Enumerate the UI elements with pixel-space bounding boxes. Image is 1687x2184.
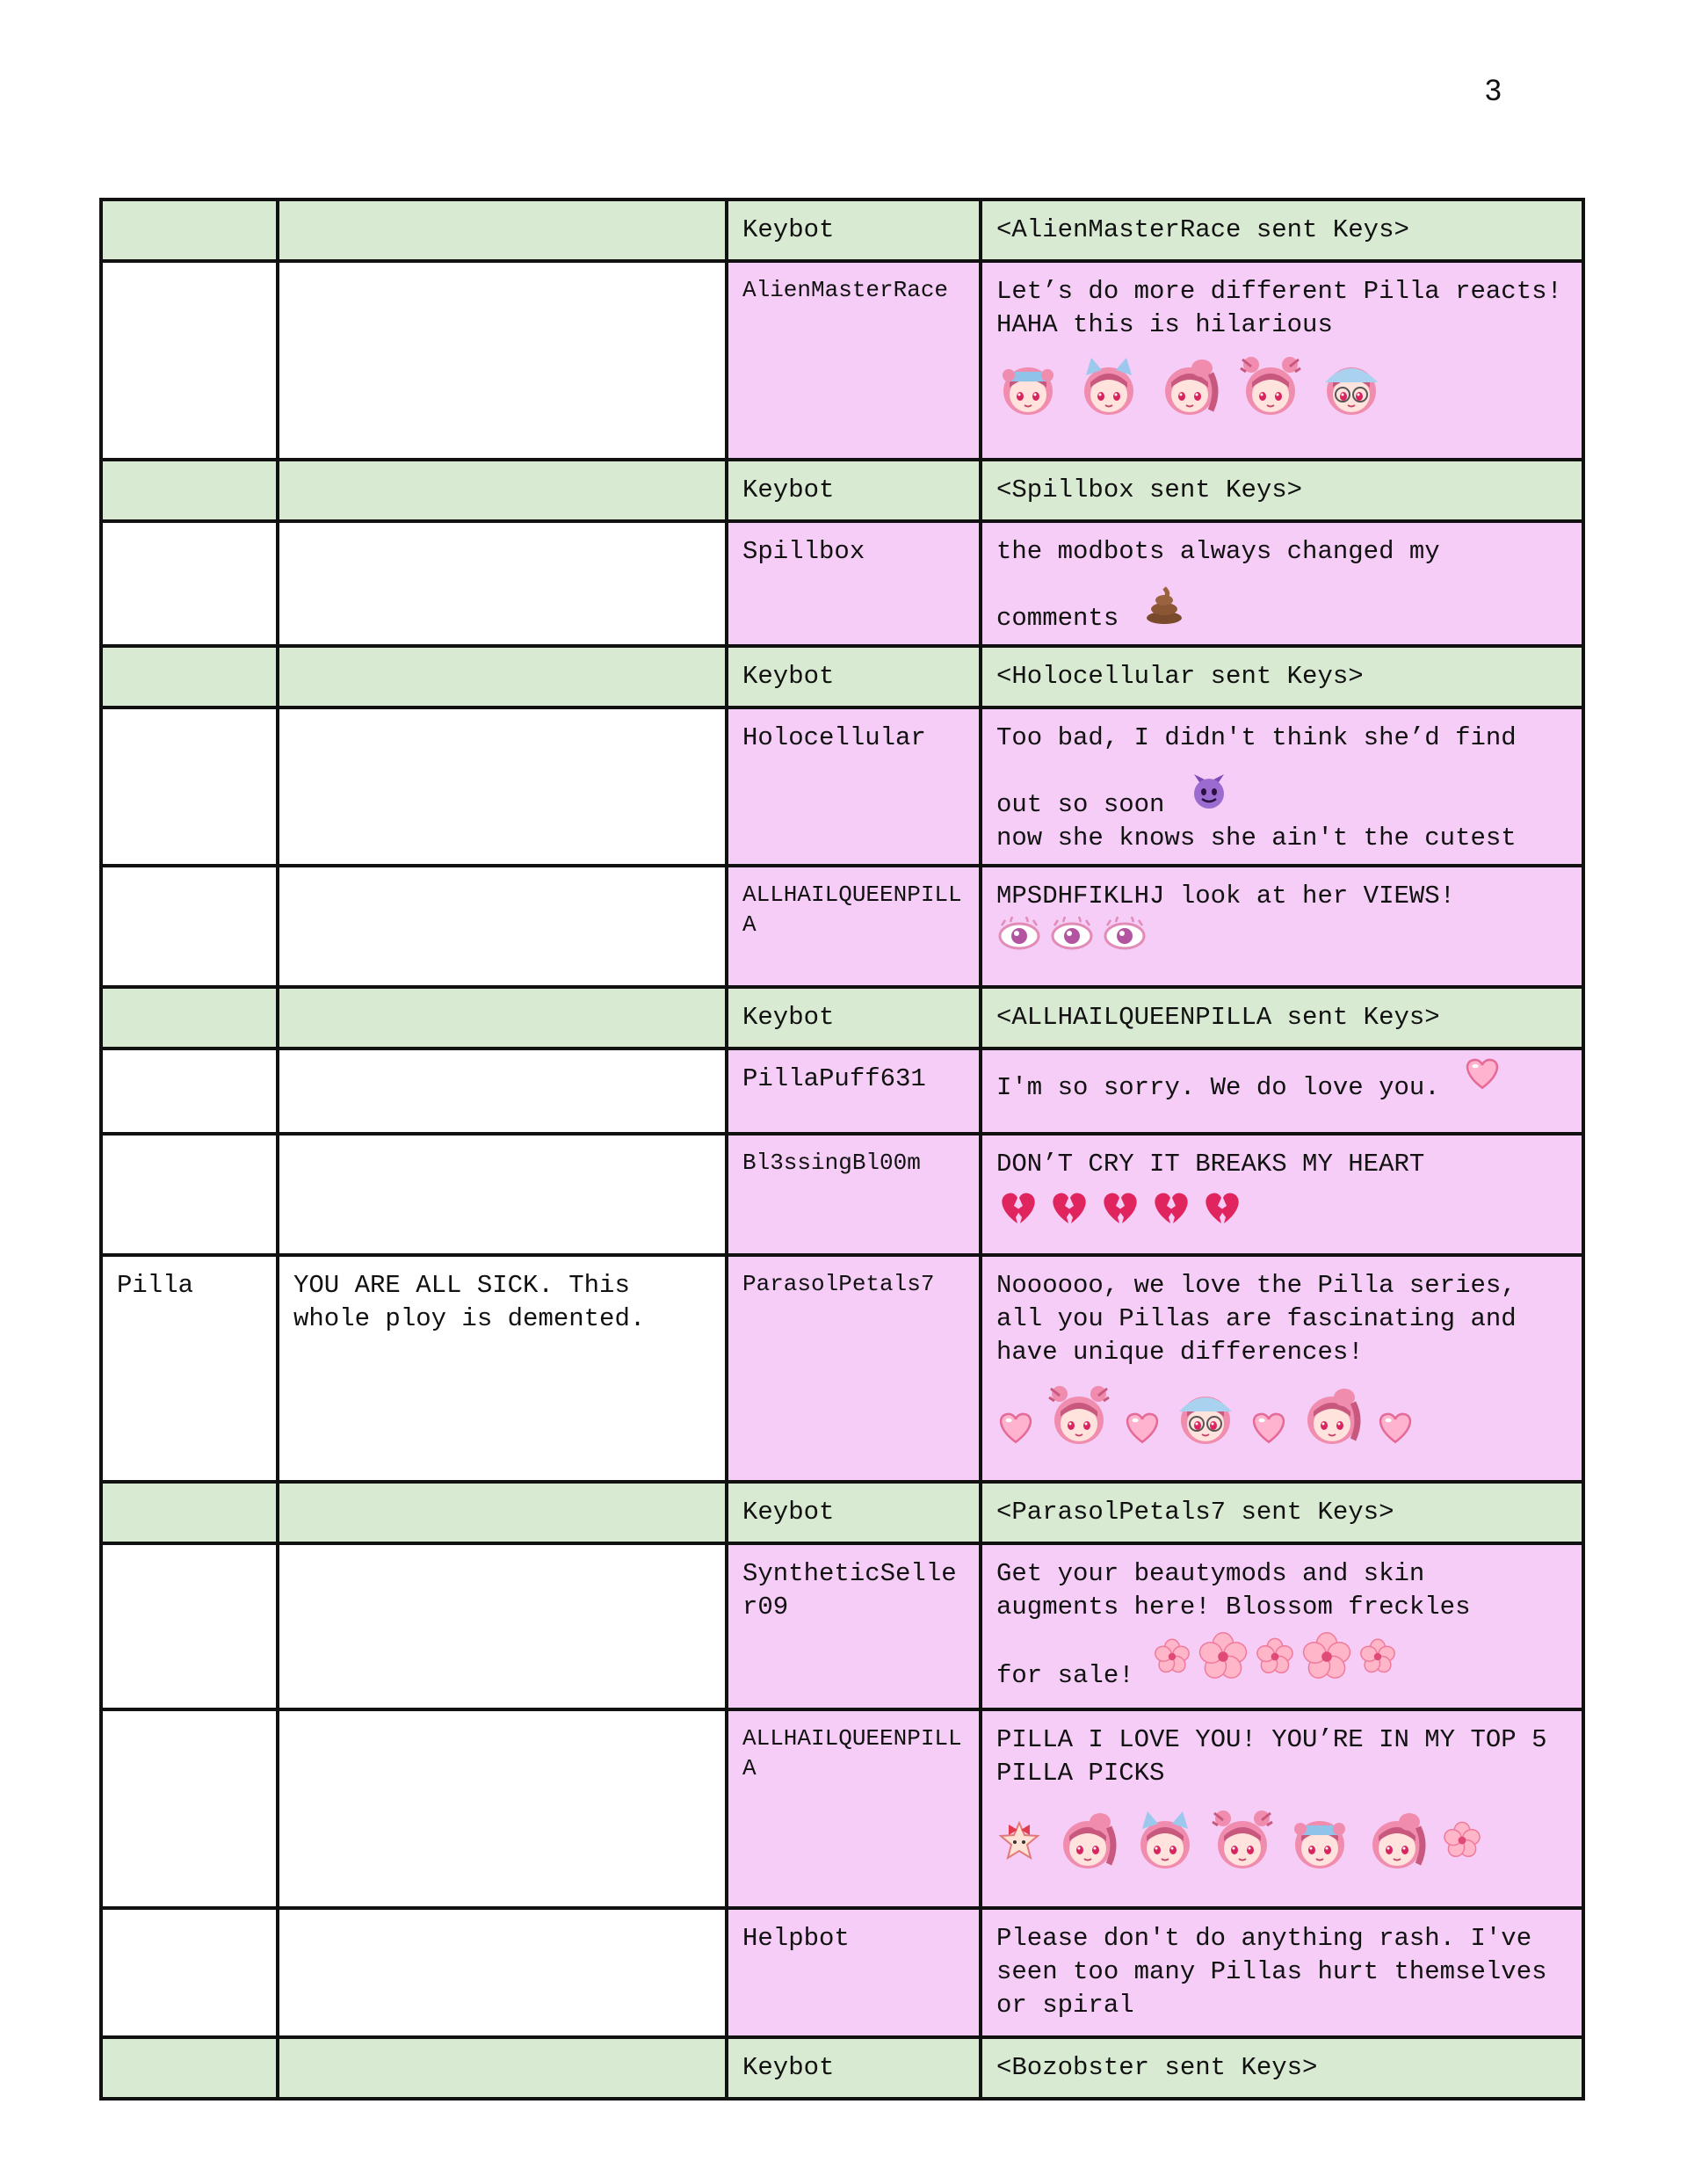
message-text: Noooooo, we love the Pilla series, all you Pillas are fascinating and have unique differences!: [996, 1271, 1517, 1367]
message-cell: [981, 261, 1583, 460]
message-line: out so soon: [996, 790, 1165, 819]
emoji-strip: [996, 1188, 1568, 1237]
message-cell: <Bozobster sent Keys>: [981, 2037, 1583, 2099]
chat-row: [101, 866, 1583, 987]
username-cell: AlienMasterRace: [727, 261, 981, 460]
speaker-cell: [101, 707, 278, 866]
message-line: Get your beautymods and skin: [996, 1559, 1425, 1588]
dialogue-cell: [278, 521, 727, 646]
heart-icon: [996, 1408, 1035, 1457]
blossom-icon: [1359, 1638, 1396, 1686]
dialogue-cell: [278, 1048, 727, 1134]
blossom-icon: [1256, 1637, 1294, 1687]
dialogue-cell: [278, 200, 727, 261]
speaker-cell: [101, 1908, 278, 2037]
bow-star-icon: [996, 1818, 1042, 1874]
chat-row: [101, 261, 1583, 460]
emoji-strip: [996, 917, 1568, 962]
username-cell: Spillbox: [727, 521, 981, 646]
dialogue-cell: [278, 707, 727, 866]
username-line: SyntheticSeller09: [742, 1559, 957, 1622]
message-cell: <ParasolPetals7 sent Keys>: [981, 1482, 1583, 1543]
pilla-catears-face-icon: [1133, 1810, 1197, 1882]
message-text: I'm so sorry. We do love you.: [996, 1073, 1440, 1102]
dialogue-cell: [278, 646, 727, 707]
system-row: [101, 200, 1583, 261]
heart-icon: [1123, 1408, 1162, 1457]
broken-heart-icon: [1047, 1188, 1090, 1237]
devil-icon: [1189, 771, 1229, 822]
username-cell: Keybot: [727, 2037, 981, 2099]
chat-row: [101, 707, 1583, 866]
heart-icon: [1249, 1408, 1288, 1457]
message-cell: [981, 866, 1583, 987]
message-cell: [981, 521, 1583, 646]
message-text: MPSDHFIKLHJ look at her VIEWS!: [996, 882, 1456, 911]
speaker-cell: [101, 1134, 278, 1255]
dialogue-cell: [278, 1709, 727, 1908]
message-line: now she knows she ain't the cutest: [996, 824, 1517, 853]
message-cell: Please don't do anything rash. I've seen too many Pillas hurt themselves or spiral: [981, 1908, 1583, 2037]
pilla-glasses-face-icon: [1320, 356, 1383, 428]
eye-icon: [1102, 917, 1148, 962]
system-row: [101, 646, 1583, 707]
username-cell: Bl3ssingBl00m: [727, 1134, 981, 1255]
script-table: [99, 198, 1585, 2101]
emoji-strip: [996, 1385, 1568, 1457]
pilla-ponytail-face-icon: [1300, 1385, 1364, 1457]
message-cell: [981, 1048, 1583, 1134]
pilla-buns-face-icon: [1239, 356, 1302, 428]
speaker-cell: [101, 200, 278, 261]
page-number: 3: [1485, 74, 1502, 107]
dialogue-cell: [278, 987, 727, 1048]
dialogue-cell: YOU ARE ALL SICK. This whole ploy is demented.: [278, 1255, 727, 1482]
message-text: PILLA I LOVE YOU! YOU’RE IN MY TOP 5 PILLA PICKS: [996, 1725, 1547, 1788]
message-cell: <AlienMasterRace sent Keys>: [981, 200, 1583, 261]
speaker-cell: [101, 1543, 278, 1709]
broken-heart-icon: [1200, 1188, 1242, 1237]
dialogue-cell: [278, 1134, 727, 1255]
message-cell: <Holocellular sent Keys>: [981, 646, 1583, 707]
dialogue-cell: [278, 460, 727, 521]
message-line: for sale!: [996, 1661, 1134, 1690]
speaker-cell: Pilla: [101, 1255, 278, 1482]
username-cell: Helpbot: [727, 1908, 981, 2037]
pilla-catears-face-icon: [1077, 356, 1140, 428]
chat-row: [101, 1048, 1583, 1134]
username-cell: [727, 1543, 981, 1709]
chat-row: [101, 1134, 1583, 1255]
speaker-cell: [101, 1709, 278, 1908]
speaker-cell: [101, 866, 278, 987]
chat-row: [101, 1543, 1583, 1709]
username-cell: ParasolPetals7: [727, 1255, 981, 1482]
blossom-icon: [1301, 1631, 1352, 1693]
blossom-icon: [1154, 1638, 1191, 1686]
message-cell: [981, 1543, 1583, 1709]
pilla-ponytail-face-icon: [1365, 1810, 1429, 1882]
pilla-ponytail-face-icon: [1158, 356, 1221, 428]
chat-row: [101, 1255, 1583, 1482]
dialogue-cell: [278, 866, 727, 987]
message-text: Let’s do more different Pilla reacts! HAHA this is hilarious: [996, 277, 1562, 339]
poop-icon: [1143, 584, 1185, 635]
emoji-strip: [996, 1810, 1568, 1882]
username-cell: [727, 866, 981, 987]
username-line: ALLHAILQUEENPILLA: [742, 1725, 962, 1781]
pilla-ponytail-face-icon: [1056, 1810, 1119, 1882]
pilla-headband-face-icon: [1288, 1810, 1351, 1882]
chat-row: [101, 1709, 1583, 1908]
message-line: augments here! Blossom freckles: [996, 1593, 1471, 1622]
speaker-cell: [101, 1048, 278, 1134]
heart-icon: [1463, 1054, 1502, 1103]
speaker-cell: [101, 261, 278, 460]
message-cell: [981, 1134, 1583, 1255]
system-row: [101, 460, 1583, 521]
system-row: [101, 1482, 1583, 1543]
message-cell: [981, 707, 1583, 866]
message-cell: [981, 1255, 1583, 1482]
dialogue-cell: [278, 261, 727, 460]
message-line: Too bad, I didn't think she’d find: [996, 723, 1517, 752]
broken-heart-icon: [1098, 1188, 1140, 1237]
broken-heart-icon: [996, 1188, 1039, 1237]
chat-row: [101, 521, 1583, 646]
blossom-icon: [1443, 1821, 1481, 1870]
username-cell: Keybot: [727, 460, 981, 521]
dialogue-cell: [278, 2037, 727, 2099]
message-cell: [981, 1709, 1583, 1908]
eye-icon: [996, 917, 1042, 962]
username-cell: [727, 1709, 981, 1908]
speaker-cell: [101, 2037, 278, 2099]
username-cell: Holocellular: [727, 707, 981, 866]
chat-row: [101, 1908, 1583, 2037]
blossom-icon: [1198, 1631, 1249, 1693]
pilla-buns-face-icon: [1211, 1810, 1274, 1882]
username-cell: Keybot: [727, 987, 981, 1048]
broken-heart-icon: [1149, 1188, 1191, 1237]
eye-icon: [1049, 917, 1095, 962]
message-cell: <Spillbox sent Keys>: [981, 460, 1583, 521]
dialogue-cell: [278, 1908, 727, 2037]
pilla-headband-face-icon: [996, 356, 1060, 428]
message-cell: <ALLHAILQUEENPILLA sent Keys>: [981, 987, 1583, 1048]
speaker-cell: [101, 646, 278, 707]
username-cell: PillaPuff631: [727, 1048, 981, 1134]
system-row: [101, 987, 1583, 1048]
system-row: [101, 2037, 1583, 2099]
username-cell: Keybot: [727, 646, 981, 707]
speaker-cell: [101, 460, 278, 521]
username-cell: Keybot: [727, 200, 981, 261]
pilla-glasses-face-icon: [1174, 1385, 1237, 1457]
username-cell: Keybot: [727, 1482, 981, 1543]
dialogue-cell: [278, 1482, 727, 1543]
dialogue-cell: [278, 1543, 727, 1709]
speaker-cell: [101, 987, 278, 1048]
emoji-strip: [996, 356, 1568, 428]
speaker-cell: [101, 1482, 278, 1543]
speaker-cell: [101, 521, 278, 646]
pilla-buns-face-icon: [1047, 1385, 1111, 1457]
username-line: ALLHAILQUEENPILLA: [742, 882, 962, 938]
heart-icon: [1376, 1408, 1415, 1457]
message-line: comments: [996, 604, 1119, 633]
message-text: DON’T CRY IT BREAKS MY HEART: [996, 1150, 1425, 1179]
message-line: the modbots always changed my: [996, 537, 1440, 566]
